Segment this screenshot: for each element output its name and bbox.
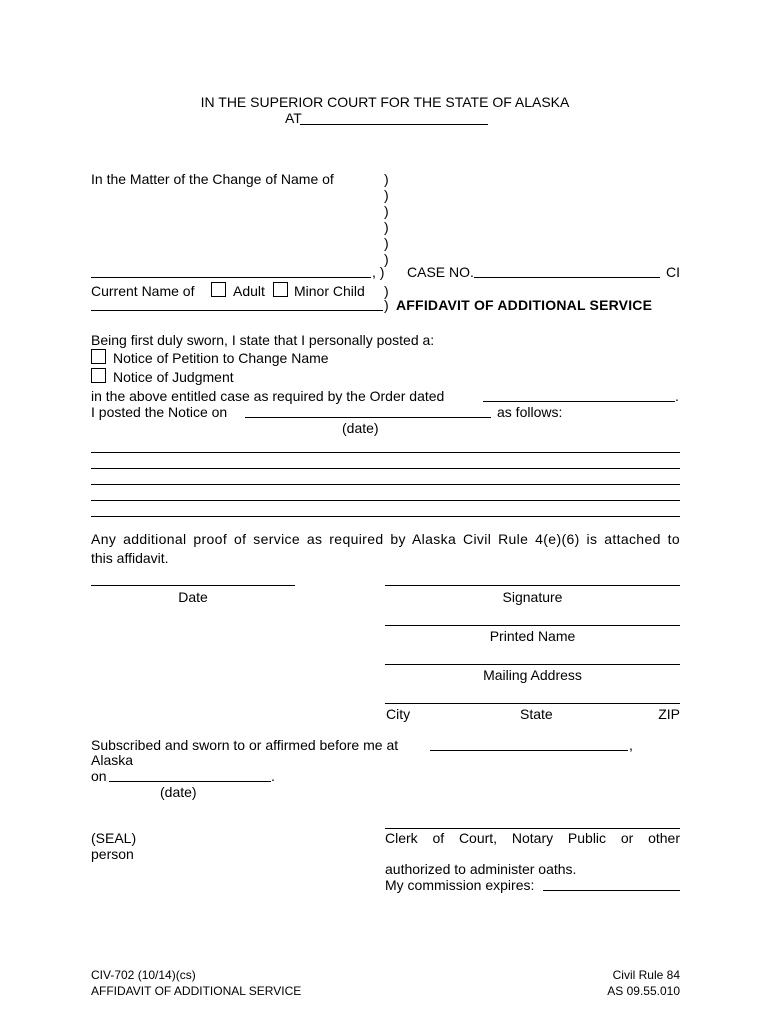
- description-line-4[interactable]: [91, 500, 680, 501]
- form-number: CIV-702 (10/14)(cs): [91, 968, 196, 982]
- commission-expires-field[interactable]: [543, 890, 680, 891]
- subscribed-comma: ,: [629, 737, 633, 753]
- sworn-date-field[interactable]: [109, 781, 271, 782]
- sworn-statement: Being first duly sworn, I state that I personally posted a:: [91, 332, 435, 348]
- mailing-address-label: Mailing Address: [483, 667, 582, 683]
- caption-paren: ): [384, 171, 389, 187]
- civil-rule: Civil Rule 84: [612, 968, 680, 982]
- form-title: AFFIDAVIT OF ADDITIONAL SERVICE: [91, 984, 302, 998]
- person-label: person: [91, 846, 134, 862]
- current-name-label: Current Name of: [91, 283, 195, 299]
- on-label: on: [91, 768, 107, 784]
- sworn-date-period: .: [271, 768, 275, 784]
- posted-text: I posted the Notice on: [91, 404, 228, 420]
- location-field[interactable]: [300, 124, 488, 125]
- court-heading: IN THE SUPERIOR COURT FOR THE STATE OF ALASKA: [200, 94, 570, 110]
- caption-paren: ): [384, 219, 389, 235]
- sworn-location-field[interactable]: [430, 750, 628, 751]
- caption-paren: ): [384, 251, 389, 267]
- city-label: City: [386, 706, 411, 722]
- sworn-date-hint: (date): [160, 784, 197, 800]
- state-label: State: [520, 706, 553, 722]
- judgment-option-label: Notice of Judgment: [113, 369, 234, 385]
- caption-paren: ): [384, 283, 389, 299]
- adult-label: Adult: [233, 283, 265, 299]
- case-number-field[interactable]: [474, 277, 660, 278]
- matter-text: In the Matter of the Change of Name of: [91, 171, 334, 187]
- order-text: in the above entitled case as required by the Order dated: [91, 388, 445, 404]
- statute: AS 09.55.010: [607, 984, 680, 998]
- caption-paren: ): [384, 187, 389, 203]
- city-state-zip-field[interactable]: [385, 703, 680, 704]
- signature-label: Signature: [502, 589, 563, 605]
- alaska-label: Alaska: [91, 752, 134, 768]
- caption-paren: ): [384, 203, 389, 219]
- description-line-5[interactable]: [91, 516, 680, 517]
- description-line-3[interactable]: [91, 484, 680, 485]
- caption-comma-paren: , ): [372, 264, 385, 280]
- minor-child-checkbox[interactable]: [273, 282, 288, 297]
- petition-option-label: Notice of Petition to Change Name: [113, 350, 329, 366]
- clerk-signature-field[interactable]: [385, 828, 680, 829]
- subscribed-text: Subscribed and sworn to or affirmed before me at: [91, 737, 399, 753]
- signature-field[interactable]: [385, 585, 680, 586]
- adult-checkbox[interactable]: [211, 282, 226, 297]
- date-label: Date: [178, 589, 208, 605]
- printed-name-field[interactable]: [385, 625, 680, 626]
- zip-label: ZIP: [658, 706, 680, 722]
- document-title: AFFIDAVIT OF ADDITIONAL SERVICE: [396, 297, 653, 313]
- description-line-2[interactable]: [91, 468, 680, 469]
- order-period: .: [675, 388, 679, 404]
- commission-label: My commission expires:: [385, 877, 535, 893]
- date-field[interactable]: [91, 585, 295, 586]
- as-follows-label: as follows:: [497, 404, 563, 420]
- seal-label: (SEAL): [91, 830, 137, 846]
- description-line-1[interactable]: [91, 452, 680, 453]
- mailing-address-field[interactable]: [385, 664, 680, 665]
- clerk-text: Clerk of Court, Notary Public or other: [385, 830, 680, 846]
- at-label: AT: [285, 110, 302, 126]
- proof-statement: Any additional proof of service as required by Alaska Civil Rule 4(e)(6) is attached to: [91, 531, 680, 547]
- new-name-field[interactable]: [91, 277, 371, 278]
- judgment-checkbox[interactable]: [91, 368, 106, 383]
- case-no-label: CASE NO.: [407, 264, 474, 280]
- petition-checkbox[interactable]: [91, 349, 106, 364]
- proof-statement-end: this affidavit.: [91, 550, 169, 566]
- current-name-field[interactable]: [91, 310, 383, 311]
- caption-paren: ): [384, 235, 389, 251]
- authorized-text: authorized to administer oaths.: [385, 861, 577, 877]
- caption-paren: ): [384, 297, 389, 313]
- posted-date-field[interactable]: [245, 417, 491, 418]
- order-date-field[interactable]: [483, 401, 675, 402]
- posted-date-hint: (date): [342, 420, 379, 436]
- case-suffix: CI: [666, 264, 680, 280]
- printed-name-label: Printed Name: [489, 628, 576, 644]
- minor-child-label: Minor Child: [294, 283, 365, 299]
